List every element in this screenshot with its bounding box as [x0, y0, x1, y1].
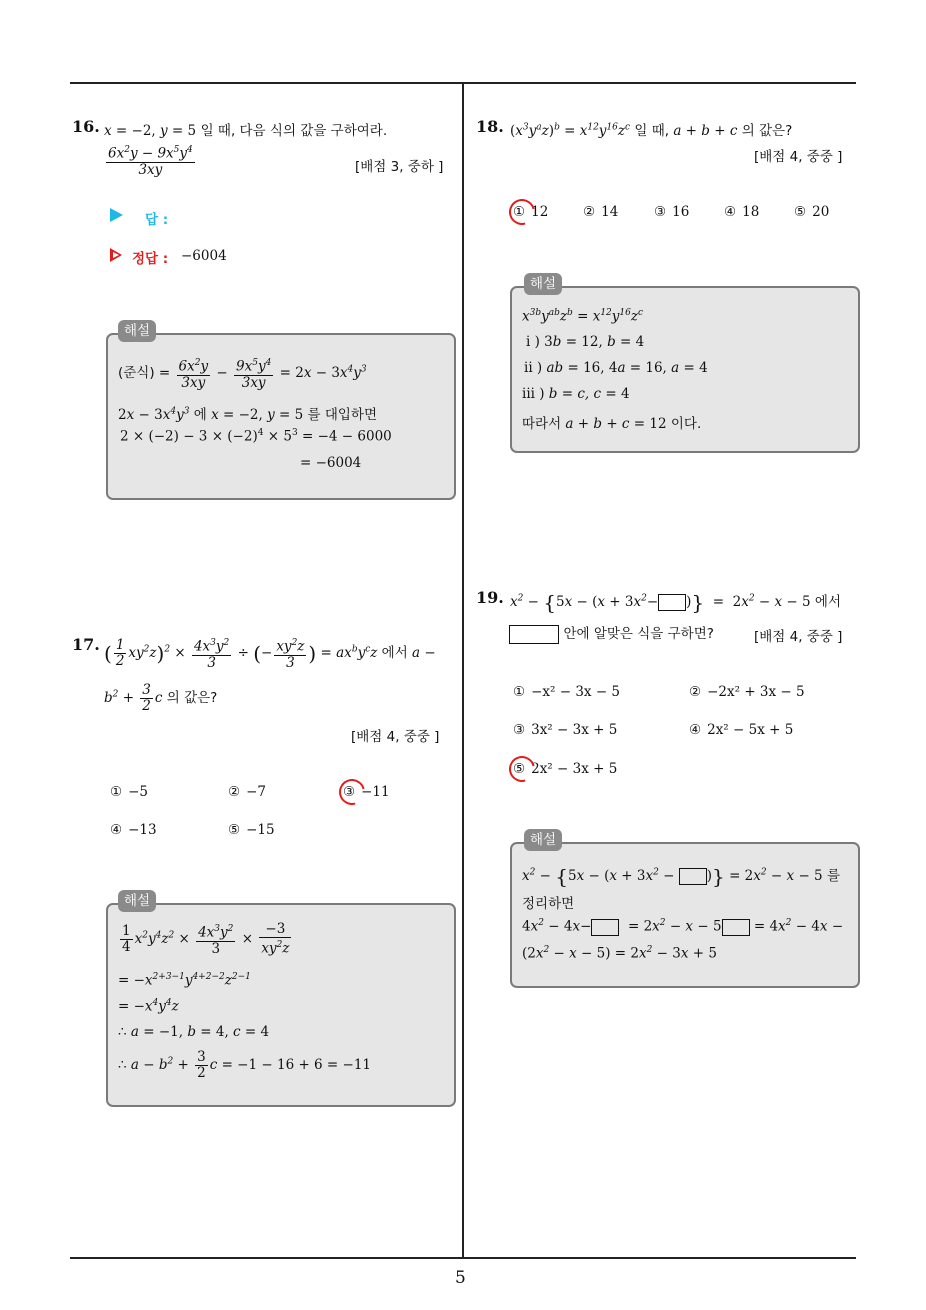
question-19-choice-2[interactable]: ② −2x² + 3x − 5: [689, 684, 805, 700]
answer-label: 답 :: [145, 212, 169, 228]
question-18-choice-3[interactable]: ③ 16: [654, 204, 690, 220]
question-18-number: 18.: [476, 117, 504, 136]
solution-tag-16: 해설: [118, 320, 156, 342]
page-number: 5: [455, 1268, 466, 1288]
solution-19-line3: $4x^2 - 4x- = 2x^2 - x - 5 = 4x^2 - 4x$ −: [522, 918, 844, 935]
question-19-stem-line2: 안에 알맞은 식을 구하면?: [509, 622, 714, 644]
question-19-selected-mark-icon: [504, 751, 540, 787]
question-19-choice-4[interactable]: ④ 2x² − 5x + 5: [689, 722, 794, 738]
question-16-stem-text: 일 때, 다음 식의 값을 구하여라.: [200, 123, 388, 139]
column-divider: [462, 83, 464, 1258]
solution-17-line2: = $-x^{2+3-1}y^{4+2-2}z^{2-1}$: [118, 972, 251, 989]
question-17-stem-line2: $b^2$ + $\frac{3}{2}$ c 의 값은?: [104, 682, 218, 714]
solution-19-line4: $(2x^2 - x - 5) = 2x^2 - 3x + 5$: [522, 945, 717, 962]
solution-17-line4: ∴ a = −1, b = 4, c = 4: [118, 1024, 270, 1040]
question-18-choice-2[interactable]: ② 14: [583, 204, 619, 220]
solution-tag-19: 해설: [524, 829, 562, 851]
question-17-choice-4[interactable]: ④ −13: [110, 822, 157, 838]
solution-18-line3: ii ) ab = 16, 4a = 16, a = 4: [524, 360, 708, 376]
question-17-grade: [배점 4, 중중 ]: [351, 729, 440, 745]
solution-16-line4: = −6004: [300, 455, 362, 471]
question-19-grade: [배점 4, 중중 ]: [754, 629, 843, 645]
solution-16-line3: $2 \times (-2) - 3 \times (-2)^4 \times 5^3 = -4 - 6000$: [120, 428, 392, 445]
question-19-blank-inline: [658, 594, 686, 611]
question-19-choice-5[interactable]: ⑤ 2x² − 3x + 5: [513, 761, 618, 777]
question-19-number: 19.: [476, 588, 504, 607]
solution-tag-18: 해설: [524, 273, 562, 295]
question-16-stem: x = −2, y = 5 일 때, 다음 식의 값을 구하여라.: [104, 123, 388, 139]
question-17-choice-1[interactable]: ① −5: [110, 784, 149, 800]
solution-16-line1: (준식) = $\frac{6x^2y}{3xy}$ − $\frac{9x^5y^4}{3xy}$ = $2x - 3x^4y^3$: [118, 358, 367, 391]
solution-18-line5: 따라서 a + b + c = 12 이다.: [522, 416, 702, 432]
question-18-choice-4[interactable]: ④ 18: [724, 204, 760, 220]
question-17-choice-2[interactable]: ② −7: [228, 784, 267, 800]
solution-18-line2: i ) 3b = 12, b = 4: [526, 334, 645, 350]
question-17-number: 17.: [72, 635, 100, 654]
question-17-selected-mark-icon: [334, 774, 370, 810]
question-19-answer-blank: [509, 625, 559, 644]
correct-answer-value: −6004: [181, 248, 227, 264]
solution-17-line5: ∴ $a - b^2$ + $\frac{3}{2}$ c = −1 − 16 + 6 = −11: [118, 1049, 372, 1081]
question-19-choice-3[interactable]: ③ 3x² − 3x + 5: [513, 722, 618, 738]
question-16-number: 16.: [72, 117, 100, 136]
question-17-stem: ( $\frac{1}{2}$ $xy^2z)^2$ × $\frac{4x^3y^2}{3}$ ÷ (− $\frac{xy^2z}{3}$ ) = $ax^by^cz$ 에서 a −: [104, 636, 436, 671]
question-17-choice-5[interactable]: ⑤ −15: [228, 822, 275, 838]
question-16-expression: $\frac{6x^2y - 9x^5y^4}{3xy}$: [108, 145, 193, 178]
question-19-stem: $x^2 - \{5x - (x + 3x^2-$ )} = $2x^2 - x - 5$ 에서: [510, 590, 842, 615]
question-18-stem: $(x^3y^az)^b = x^{12}y^{16}z^c$ 일 때, a + b + c 의 값은?: [510, 122, 793, 139]
solution-19-line1: $x^2 - \{5x - (x + 3x^2$ − )} = $2x^2 - x - 5$ 를: [522, 864, 840, 889]
question-19-choice-1[interactable]: ① −x² − 3x − 5: [513, 684, 621, 700]
correct-answer-label: 정답 :: [132, 251, 169, 267]
solution-18-line1: $x^{3b}y^{ab}z^b = x^{12}y^{16}z^c$: [522, 308, 644, 325]
solution-18-line4: iii ) b = c, c = 4: [522, 386, 630, 402]
question-17-choice-3[interactable]: ③ −11: [343, 784, 390, 800]
question-18-grade: [배점 4, 중중 ]: [754, 149, 843, 165]
solution-19-line2: 정리하면: [522, 896, 575, 912]
question-18-choice-5[interactable]: ⑤ 20: [794, 204, 830, 220]
answer-arrow-icon: [110, 208, 123, 222]
bottom-rule: [70, 1257, 856, 1259]
solution-17-line3: = $-x^4y^4z$: [118, 998, 179, 1015]
question-16-grade: [배점 3, 중하 ]: [355, 159, 444, 175]
question-18-choice-1[interactable]: ① 12: [513, 204, 549, 220]
solution-tag-17: 해설: [118, 890, 156, 912]
solution-16-line2: $2x - 3x^4y^3$ 에 x = −2, y = 5 를 대입하면: [118, 406, 377, 423]
question-18-selected-mark-icon: [504, 194, 540, 230]
solution-17-line1: $\frac{1}{4}$ $x^2y^4z^2$ × $\frac{4x^3y^2}{3}$ × $\frac{-3}{xy^2z}$: [122, 921, 290, 957]
